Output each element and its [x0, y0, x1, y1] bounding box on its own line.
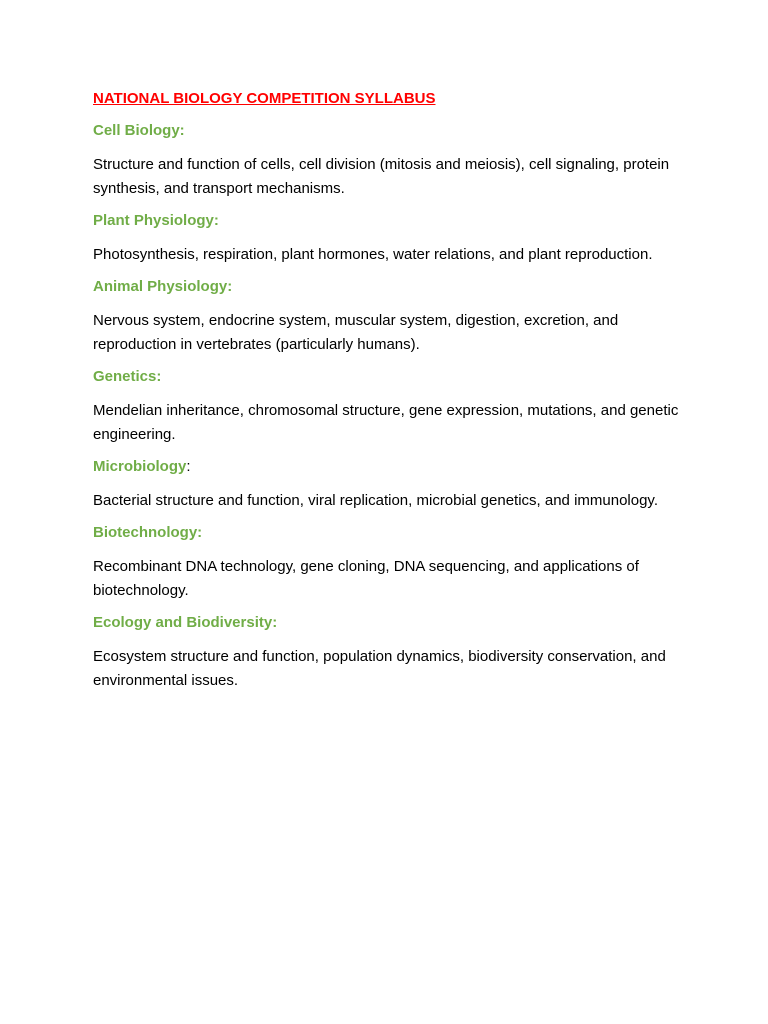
section-heading-text: Microbiology — [93, 458, 187, 475]
section-heading — [93, 613, 693, 633]
section-heading-text: Biotechnology: — [93, 524, 203, 541]
section-body: Bacterial structure and function, viral replication, microbial genetics, and immunology. — [93, 492, 658, 509]
section-heading — [93, 523, 693, 543]
section-body: Nervous system, endocrine system, muscular system, digestion, excretion, and reproduction in vertebrates (particularly humans). — [93, 312, 619, 353]
section-heading-text: Cell Biology: — [93, 122, 185, 139]
section-body: Ecosystem structure and function, population dynamics, biodiversity conservation, and environmental issues. — [93, 648, 666, 689]
section-heading-text: Animal Physiology: — [93, 278, 233, 295]
section-biotechnology — [93, 523, 693, 603]
section-heading-text: Genetics: — [93, 368, 162, 385]
section-plant-physiology — [93, 211, 693, 267]
section-cell-biology — [93, 121, 693, 201]
document-content — [93, 89, 693, 703]
section-genetics — [93, 367, 693, 447]
section-heading — [93, 211, 693, 231]
section-heading — [93, 121, 693, 141]
section-heading — [93, 277, 693, 297]
section-body: Mendelian inheritance, chromosomal structure, gene expression, mutations, and genetic engineering. — [93, 402, 679, 443]
section-heading-text: Plant Physiology: — [93, 212, 219, 229]
section-ecology-biodiversity — [93, 613, 693, 693]
section-heading-suffix: : — [186, 458, 191, 475]
section-heading — [93, 457, 693, 477]
document-title: NATIONAL BIOLOGY COMPETITION SYLLABUS — [93, 90, 436, 107]
section-animal-physiology — [93, 277, 693, 357]
section-body: Photosynthesis, respiration, plant hormones, water relations, and plant reproduction. — [93, 246, 653, 263]
section-heading — [93, 367, 693, 387]
section-microbiology — [93, 457, 693, 513]
section-heading-text: Ecology and Biodiversity: — [93, 614, 278, 631]
section-body: Recombinant DNA technology, gene cloning, DNA sequencing, and applications of biotechnology. — [93, 558, 639, 599]
section-body: Structure and function of cells, cell division (mitosis and meiosis), cell signaling, protein synthesis, and transport mechanisms. — [93, 156, 670, 197]
